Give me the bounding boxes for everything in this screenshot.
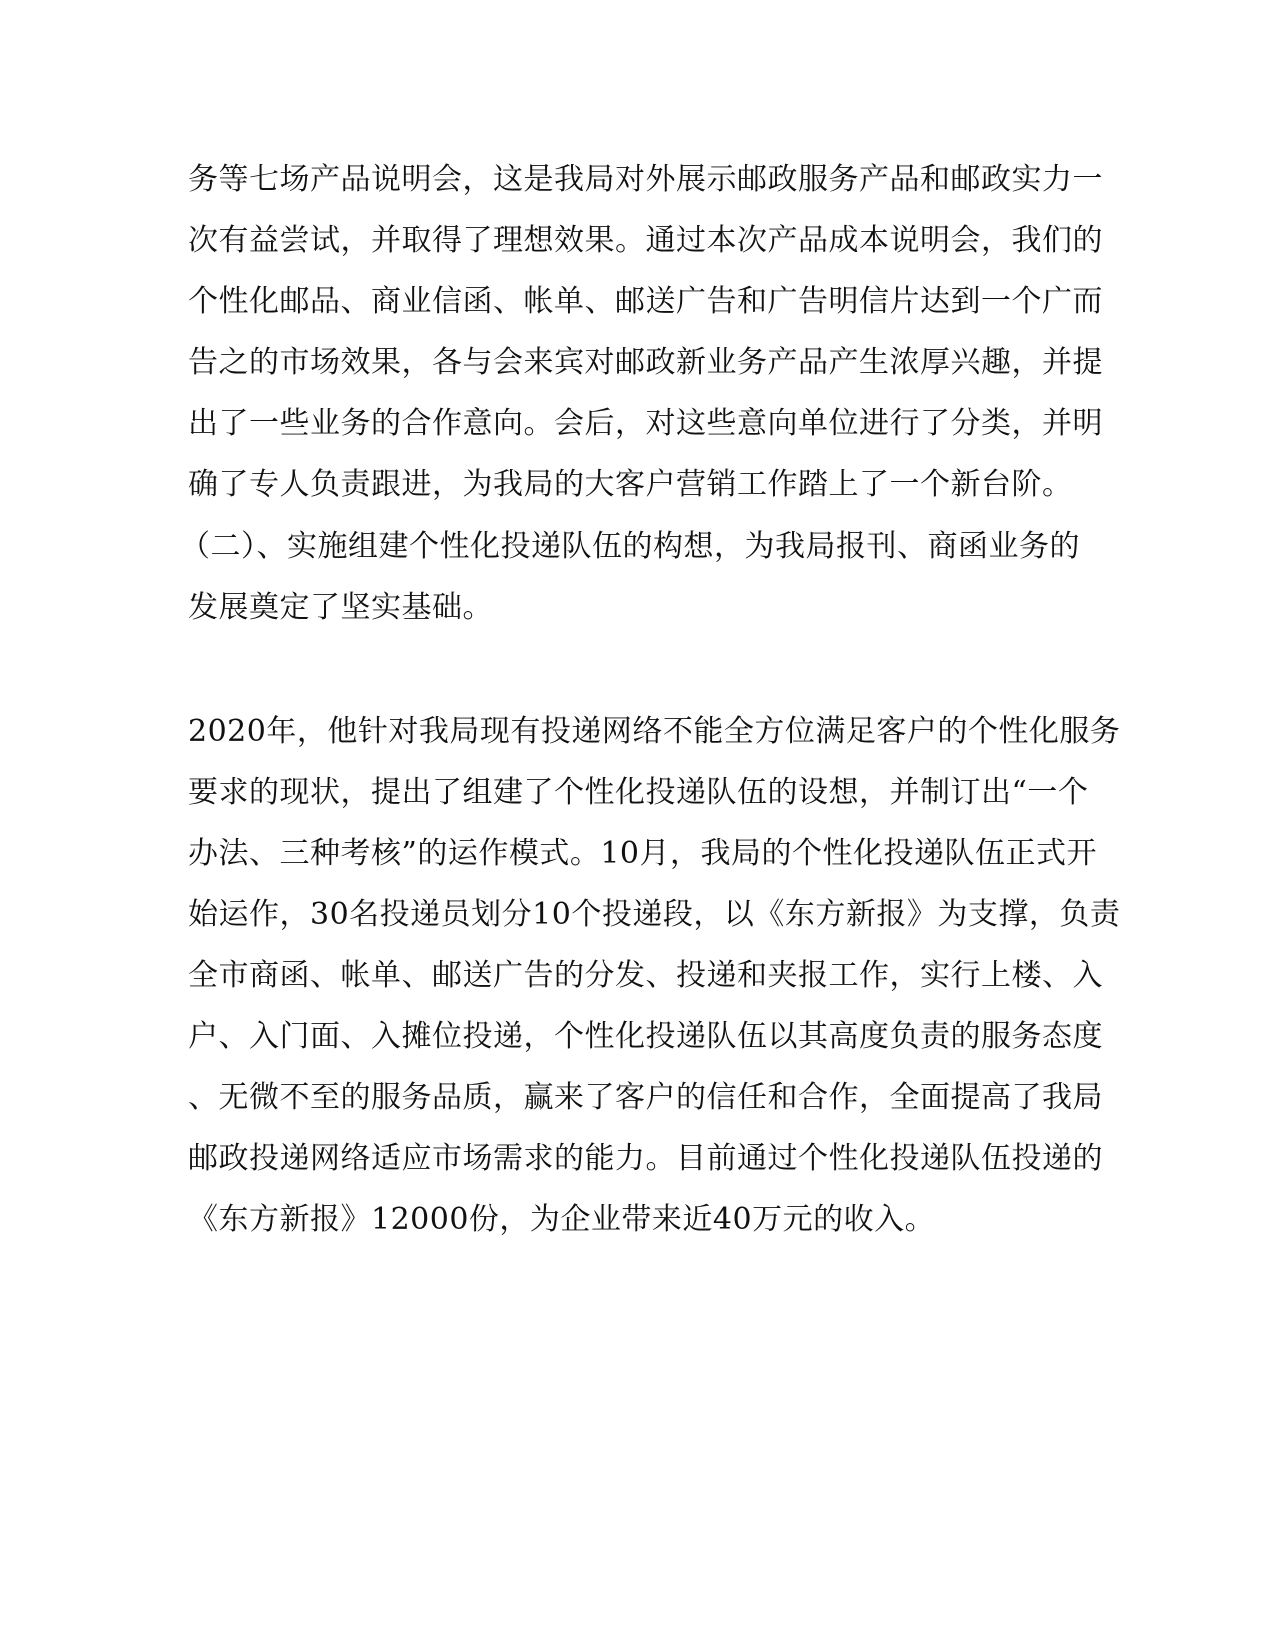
paragraph-line: 确了专人负责跟进，为我局的大客户营销工作踏上了一个新台阶。 <box>188 467 1073 502</box>
paragraph-line: 次有益尝试，并取得了理想效果。通过本次产品成本说明会，我们的 <box>188 223 1103 258</box>
paragraph-line: 始运作，30名投递员划分10个投递段，以《东方新报》为支撑，负责 <box>188 897 1121 932</box>
paragraph-line: 邮政投递网络适应市场需求的能力。目前通过个性化投递队伍投递的 <box>188 1141 1103 1176</box>
paragraph-line: 务等七场产品说明会，这是我局对外展示邮政服务产品和邮政实力一 <box>188 162 1103 197</box>
paragraph-line: 出了一些业务的合作意向。会后，对这些意向单位进行了分类，并明 <box>188 406 1103 441</box>
paragraph-line: 户、入门面、入摊位投递，个性化投递队伍以其高度负责的服务态度 <box>188 1019 1103 1054</box>
paragraph-line: 2020年，他针对我局现有投递网络不能全方位满足客户的个性化服务 <box>188 714 1121 749</box>
section-heading-line: 发展奠定了坚实基础。 <box>188 590 493 625</box>
paragraph-line: 办法、三种考核”的运作模式。10月，我局的个性化投递队伍正式开 <box>188 836 1098 871</box>
paragraph-line: 、无微不至的服务品质，赢来了客户的信任和合作，全面提高了我局 <box>188 1080 1103 1115</box>
paragraph-line: 要求的现状，提出了组建了个性化投递队伍的设想，并制订出“一个 <box>188 775 1089 810</box>
section-heading-line: （二）、实施组建个性化投递队伍的构想，为我局报刊、商函业务的 <box>180 529 1080 564</box>
paragraph-line: 个性化邮品、商业信函、帐单、邮送广告和广告明信片达到一个广而 <box>188 284 1103 319</box>
paragraph-line: 全市商函、帐单、邮送广告的分发、投递和夹报工作，实行上楼、入 <box>188 958 1103 993</box>
paragraph-line: 《东方新报》12000份，为企业带来近40万元的收入。 <box>188 1202 936 1237</box>
paragraph-line: 告之的市场效果，各与会来宾对邮政新业务产品产生浓厚兴趣，并提 <box>188 345 1103 380</box>
